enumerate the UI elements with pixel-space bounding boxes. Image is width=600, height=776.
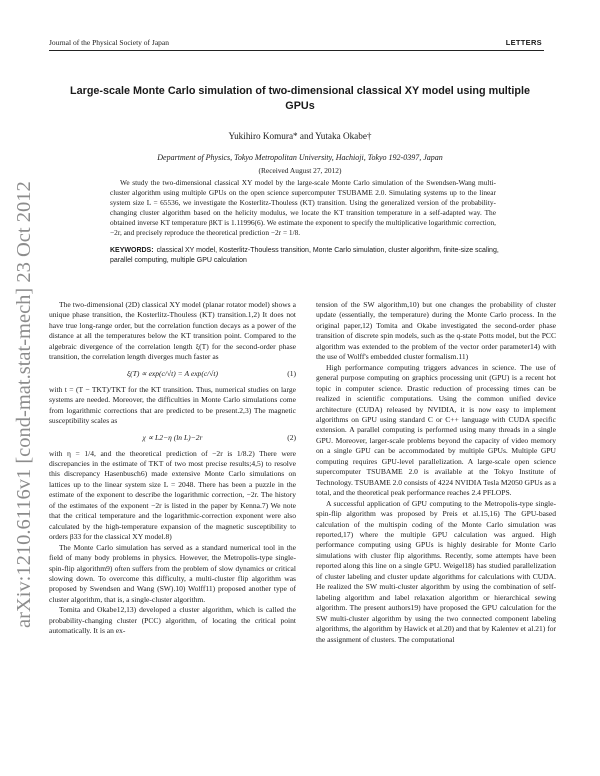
received-date: (Received August 27, 2012) bbox=[258, 166, 342, 175]
journal-name: Journal of the Physical Society of Japan bbox=[49, 38, 169, 47]
section-label: LETTERS bbox=[505, 38, 542, 47]
paper-title: Large-scale Monte Carlo simulation of two-dimensional classical XY model using multiple GPUs bbox=[70, 85, 530, 112]
left-paragraph-4: The Monte Carlo simulation has served as a standard numerical tool in the field of many body problems in physics. However, the Metropolis-type single-spin-flip algorithm9) often suffers from the problem of slow dynamics or critical slowing down. To overcome this difficulty, a multi-cluster flip algorithm was proposed by Swendsen and Wang (SW).10) Wolff11) proposed another type of cluster algorithm, that is, a single-cluster algorithm. bbox=[49, 542, 296, 604]
left-column bbox=[49, 300, 296, 776]
left-paragraph-2: with t = (T − TKT)/TKT for the KT transition. Thus, numerical studies on large systems are needed. Moreover, the difficulties in Monte Carlo simulations come from logarithmic corrections that are predicted to be present.2,3) The magnetic susceptibility scales as bbox=[49, 384, 296, 426]
abstract: We study the two-dimensional classical XY model by the large-scale Monte Carlo simulation of the Swendsen-Wang multi-cluster algorithm using multiple GPUs on the open science supercomputer TSUBAME 2.0. Simulating systems up to the linear system size L = 65536, we investigate the Kosterlitz-Thouless (KT) transition. Using the generalized version of the probability-changing cluster algorithm based on the helicity modulus, we locate the KT transition temperature in a self-adapted way. The obtained inverse KT temperature βKT is 1.11996(6). We estimate the exponent to specify the multiplicative logarithmic correction, −2r, and precisely reproduce the theoretical prediction −2r = 1/8. bbox=[110, 178, 496, 238]
equation-2 bbox=[49, 427, 296, 449]
equation-1-number: (1) bbox=[287, 368, 296, 378]
keywords-label: KEYWORDS: bbox=[110, 247, 154, 254]
right-paragraph-2: High performance computing triggers advances in science. The use of general purpose computing on graphics processing unit (GPU) is a recent hot topic in computer science. Drastic reduction of processing times can be realized in scientific computations. Using the common unified device architecture (CUDA) released by NVIDIA, it is now easy to implement algorithms on GPU using standard C or C++ language with CUDA specific extension. A parallel computing is performed using many threads in a single GPU. Moreover, larger-scale problems beyond the capacity of video memory on a single GPU can be accommodated by multiple GPUs. Multiple GPU computing requires GPU-level parallelization. A large-scale open science supercomputer TSUBAME 2.0 is available at the Tokyo Institute of Technology. TSUBAME 2.0 consists of 4224 NVIDIA Tesla M2050 GPUs as a total, and the theoretical peak performance reaches 2.4 PFLOPS. bbox=[316, 362, 556, 498]
keywords bbox=[110, 246, 502, 266]
paper-authors: Yukihiro Komura* and Yutaka Okabe† bbox=[228, 131, 372, 141]
equation-1 bbox=[49, 363, 296, 385]
left-paragraph-1: The two-dimensional (2D) classical XY model (planar rotator model) shows a unique phase transition, the Kosterlitz-Thouless (KT) transition.1,2) It does not have true long-range order, but the correlation function decays as a power of the distance at all the temperatures below the KT transition point. Compared to the algebraic divergence of the correlation length ξ(T) for the second-order phase transition, the correlation length diverges much faster as bbox=[49, 300, 296, 362]
right-column bbox=[316, 300, 556, 776]
equation-2-body: χ ∝ L2−η (ln L)−2r bbox=[142, 432, 203, 442]
keywords-text: classical XY model, Kosterlitz-Thouless transition, Monte Carlo simulation, cluster algorithm, finite-size scaling, parallel computing, multiple GPU calculation bbox=[110, 247, 499, 264]
left-paragraph-5: Tomita and Okabe12,13) developed a cluster algorithm, which is called the probability-changing cluster (PCC) algorithm, of locating the critical point automatically. It is an ex- bbox=[49, 605, 296, 636]
right-paragraph-3: A successful application of GPU computing to the Metropolis-type single-spin-flip algorithm was proposed by Preis et al.15,16) The GPU-based calculation of the multispin coding of the Monte Carlo simulation was reported,17) where the multiple GPU calculation was argued. High performance computing using GPUs is highly desirable for Monte Carlo simulations with cluster flip algorithms. Recently, some attempts have been reported along this line on a single GPU. Weigel18) has studied parallelization of cluster labeling and cluster update algorithms for calculations with CUDA. He realized the SW multi-cluster algorithm by using the combination of self-labeling algorithm and label relaxation algorithm or hierarchical sewing algorithm. The present authors19) have proposed the GPU calculation for the SW multi-cluster algorithm by using the two connected component labeling algorithms, the algorithm by Hawick et al.20) and that by Kalentev et al.21) for the assignment of clusters. The computational bbox=[316, 498, 556, 644]
header-rule bbox=[49, 50, 544, 51]
left-paragraph-3: with η = 1/4, and the theoretical prediction of −2r is 1/8.2) There were discrepancies in the estimate of TKT of two most precise results;4,5) to resolve this discrepancy Hasenbusch6) made extensive Monte Carlo simulations on lattices up to the linear system size L = 2048. There has been a puzzle in the estimate of the exponent to describe the logarithmic correction, −2r. The history of the estimates of the exponent −2r is listed in the paper by Kenna.7) We note that the critical temperature and the logarithmic-correction exponent were also calculated by the high-temperature expansion of the magnetic susceptibility to orders β33 for the classical XY model.8) bbox=[49, 448, 296, 542]
equation-1-body: ξ(T) ∝ exp(c/√t) = A exp(c/√t) bbox=[126, 368, 219, 378]
right-paragraph-1: tension of the SW algorithm,10) but one changes the probability of cluster update (essentially, the temperature) during the Monte Carlo process. In the original paper,12) Tomita and Okabe investigated the second-order phase transition of discrete spin models, such as the q-state Potts model, but the PCC algorithm was extended to the problem of the vector order parameter14) with the use of Wolff's embedded cluster formalism.11) bbox=[316, 300, 556, 362]
equation-2-number: (2) bbox=[287, 432, 296, 442]
paper-affiliation: Department of Physics, Tokyo Metropolitan University, Hachioji, Tokyo 192-0397, Japan bbox=[157, 153, 443, 162]
arxiv-stamp: arXiv:1210.6116v1 [cond-mat.stat-mech] 23 Oct 2012 bbox=[13, 181, 35, 628]
